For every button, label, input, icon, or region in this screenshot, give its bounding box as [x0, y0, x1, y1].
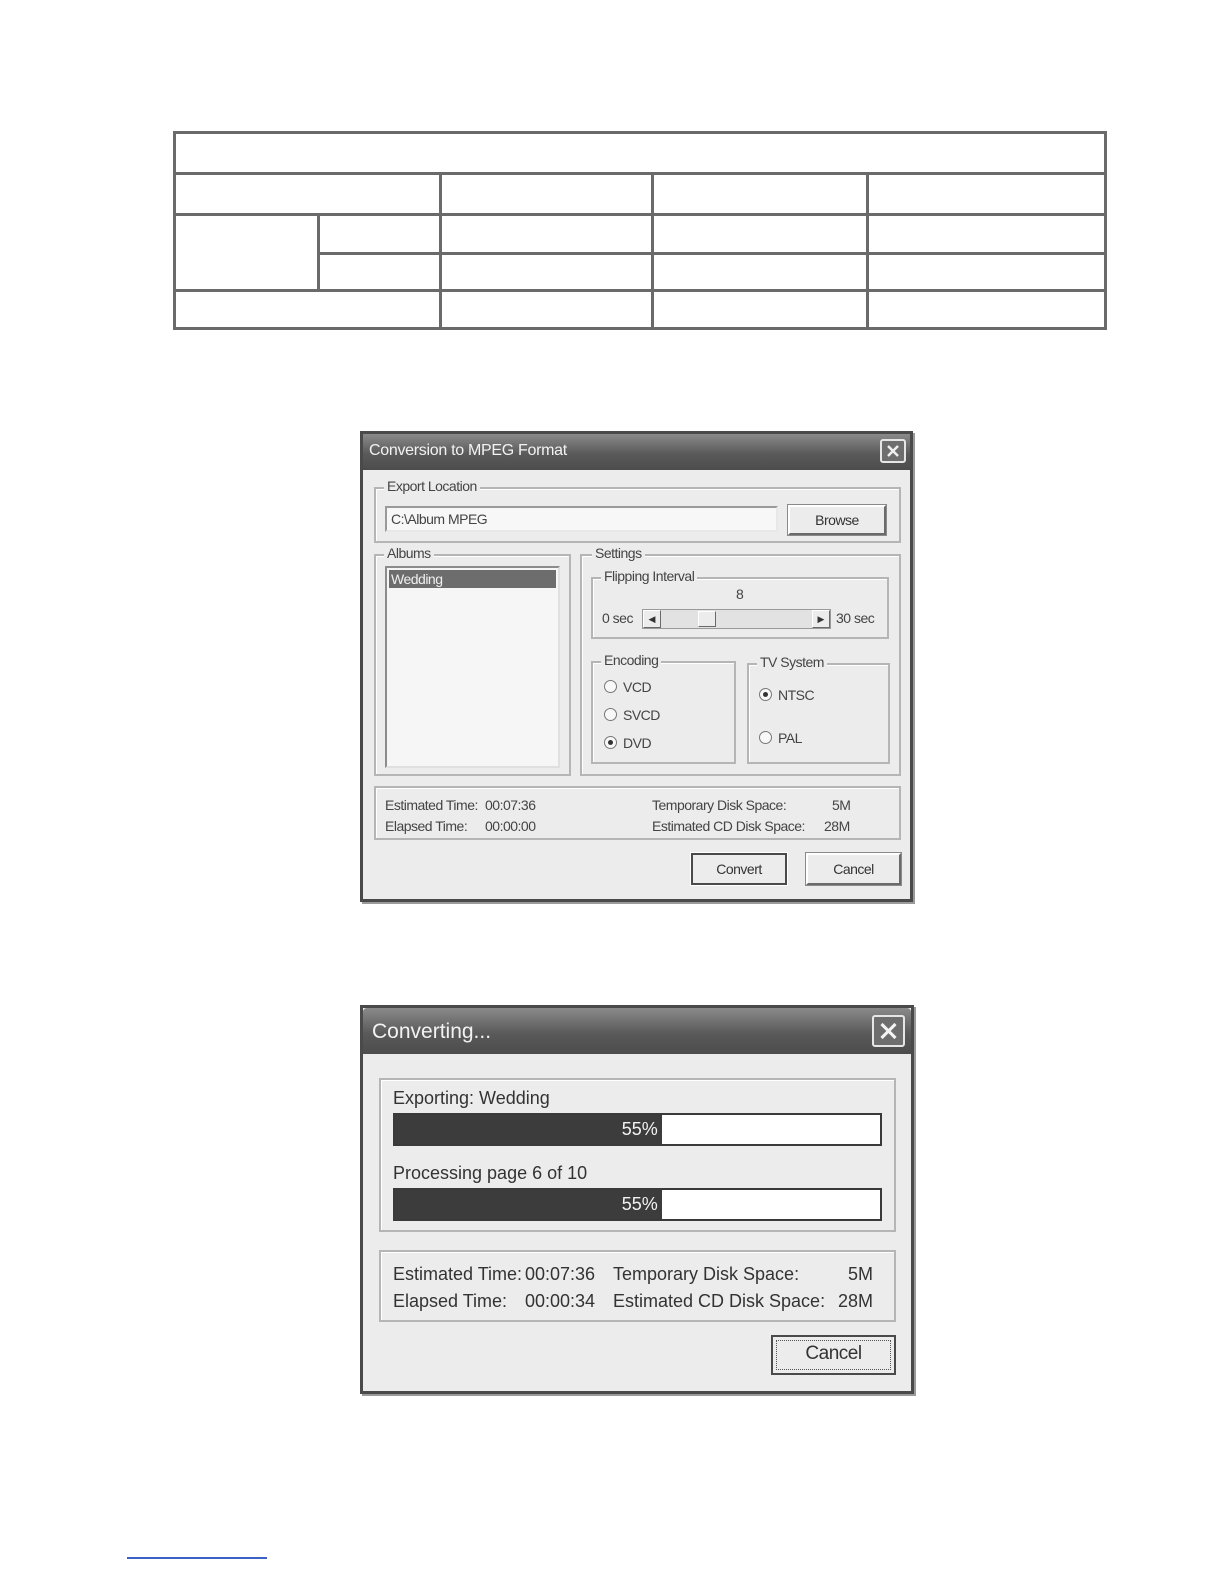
- conversion-dialog: [360, 431, 913, 902]
- table-cell: [868, 215, 1106, 254]
- elapsed-time-value: 00:00:00: [485, 818, 536, 834]
- estimated-time-value: 00:07:36: [525, 1264, 596, 1284]
- table-cell: [653, 291, 868, 329]
- table-cell: [319, 215, 441, 254]
- cancel-button[interactable]: Cancel: [806, 853, 901, 885]
- encoding-legend: Encoding: [601, 652, 661, 668]
- tv-ntsc-radio[interactable]: NTSC: [759, 687, 814, 703]
- browse-button[interactable]: Browse: [788, 505, 886, 535]
- estimated-time-value: 00:07:36: [485, 797, 536, 813]
- elapsed-time-label: Elapsed Time:: [385, 818, 468, 834]
- table-cell: [175, 215, 319, 291]
- table-cell: [319, 254, 441, 291]
- estimated-time-label: Estimated Time:: [393, 1264, 523, 1284]
- settings-group: [580, 545, 901, 776]
- page-progress-bar: [393, 1188, 882, 1221]
- radio-svcd-icon: [604, 708, 617, 721]
- table-cell: [868, 174, 1106, 215]
- converting-info-group: [379, 1250, 896, 1322]
- tv-pal-radio[interactable]: PAL: [759, 730, 802, 746]
- table-cell: [441, 254, 653, 291]
- encoding-dvd-radio[interactable]: DVD: [604, 735, 651, 751]
- progress-group: [379, 1078, 896, 1232]
- settings-legend: Settings: [592, 545, 645, 561]
- converting-dialog: [360, 1005, 914, 1394]
- export-label: Exporting: Wedding: [393, 1088, 550, 1108]
- interval-min-label: 0 sec: [602, 610, 633, 626]
- table-header-cell: [175, 133, 1106, 174]
- flipping-interval-legend: Flipping Interval: [601, 568, 697, 584]
- elapsed-time-label: Elapsed Time:: [393, 1291, 508, 1311]
- flipping-interval-value: 8: [736, 586, 744, 602]
- conversion-dialog-titlebar[interactable]: [363, 434, 910, 470]
- close-button[interactable]: [872, 1015, 905, 1047]
- table-cell: [868, 291, 1106, 329]
- temp-disk-label: Temporary Disk Space:: [613, 1264, 800, 1284]
- cd-disk-label: Estimated CD Disk Space:: [652, 818, 805, 834]
- page-label: Processing page 6 of 10: [393, 1163, 588, 1183]
- empty-grid-table: [173, 131, 1107, 330]
- elapsed-time-value: 00:00:34: [525, 1291, 596, 1311]
- footer-rule: [127, 1557, 267, 1559]
- table-cell: [441, 215, 653, 254]
- radio-vcd-icon: [604, 680, 617, 693]
- albums-listbox[interactable]: [385, 566, 560, 768]
- album-item-wedding[interactable]: Wedding: [389, 570, 556, 588]
- table-cell: [868, 254, 1106, 291]
- radio-dvd-icon: [604, 736, 617, 749]
- close-button[interactable]: [880, 439, 906, 463]
- albums-group: [374, 545, 571, 776]
- cd-disk-label: Estimated CD Disk Space:: [613, 1291, 826, 1311]
- encoding-group: [591, 652, 736, 764]
- encoding-svcd-radio[interactable]: SVCD: [604, 707, 660, 723]
- table-cell: [175, 291, 441, 329]
- cd-disk-value: 28M: [838, 1291, 874, 1311]
- scroll-left-icon[interactable]: ◀: [643, 610, 661, 628]
- flipping-interval-slider[interactable]: [642, 609, 831, 629]
- radio-pal-icon: [759, 731, 772, 744]
- export-location-legend: Export Location: [384, 478, 480, 494]
- export-path-input[interactable]: C:\Album MPEG: [385, 506, 778, 532]
- cancel-button[interactable]: Cancel: [771, 1335, 896, 1375]
- table-cell: [653, 254, 868, 291]
- scroll-right-icon[interactable]: ▶: [812, 610, 830, 628]
- converting-dialog-titlebar[interactable]: [363, 1008, 911, 1054]
- slider-thumb[interactable]: [698, 611, 716, 627]
- temp-disk-value: 5M: [848, 1264, 874, 1284]
- temp-disk-value: 5M: [832, 797, 851, 813]
- dialog-title: Converting...: [372, 1020, 492, 1043]
- table-cell: [653, 174, 868, 215]
- table-cell: [441, 291, 653, 329]
- close-icon: [882, 441, 904, 461]
- radio-ntsc-icon: [759, 688, 772, 701]
- temp-disk-label: Temporary Disk Space:: [652, 797, 787, 813]
- close-icon: [874, 1017, 903, 1045]
- export-location-group: [374, 478, 901, 543]
- tv-system-legend: TV System: [757, 654, 827, 670]
- table-cell: [653, 215, 868, 254]
- flipping-interval-group: [591, 568, 889, 639]
- encoding-vcd-radio[interactable]: VCD: [604, 679, 651, 695]
- page-progress-text: 55%: [621, 1194, 658, 1214]
- dialog-title: Conversion to MPEG Format: [369, 442, 567, 459]
- table-cell: [441, 174, 653, 215]
- conversion-info-group: [374, 786, 901, 840]
- albums-legend: Albums: [384, 545, 434, 561]
- export-progress-text: 55%: [621, 1119, 658, 1139]
- cd-disk-value: 28M: [824, 818, 850, 834]
- convert-button[interactable]: Convert: [691, 853, 787, 885]
- export-progress-bar: [393, 1113, 882, 1146]
- estimated-time-label: Estimated Time:: [385, 797, 478, 813]
- tv-system-group: [747, 654, 890, 764]
- table-cell: [175, 174, 441, 215]
- interval-max-label: 30 sec: [836, 610, 875, 626]
